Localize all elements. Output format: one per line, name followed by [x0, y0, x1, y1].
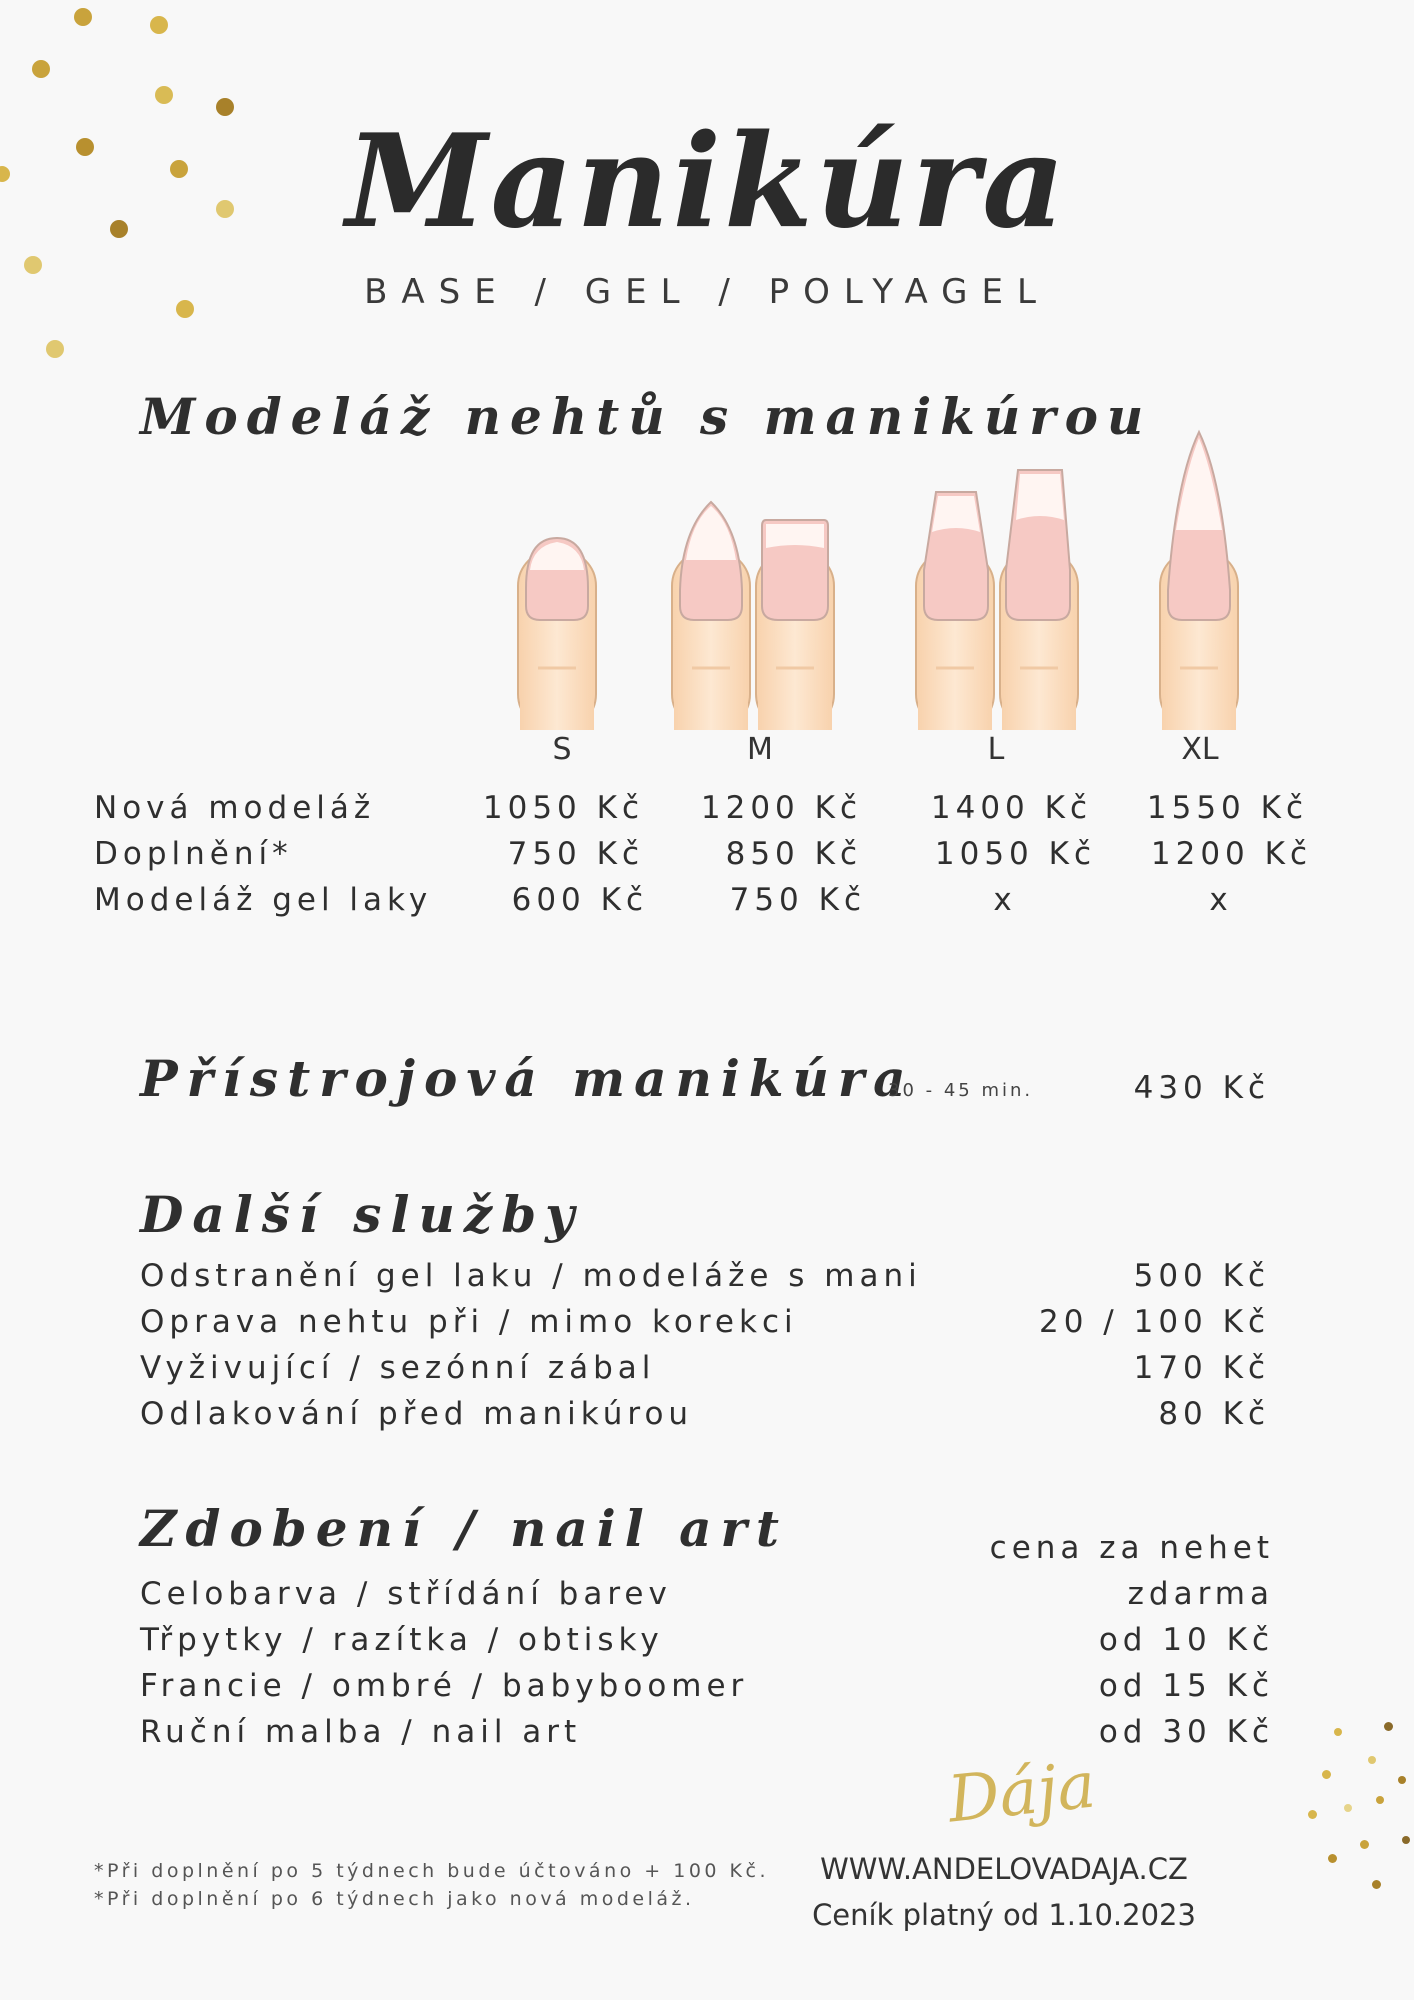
price-cell: 1050 Kč: [934, 836, 1096, 872]
gold-dot: [1384, 1722, 1393, 1731]
list-item-label: Vyživující / sezónní zábal: [140, 1350, 656, 1386]
gold-dot: [150, 16, 168, 34]
gold-dot: [1402, 1836, 1410, 1844]
gold-dot: [1344, 1804, 1352, 1812]
gold-dot: [216, 98, 234, 116]
price-list-validity: Ceník platný od 1.10.2023: [812, 1898, 1196, 1932]
gold-dot: [32, 60, 50, 78]
gold-dot: [74, 8, 92, 26]
nail-l-coffin-icon: [916, 492, 994, 730]
nail-shapes-illustration: [500, 420, 1260, 730]
nail-s-icon: [518, 538, 596, 730]
list-item-label: Ruční malba / nail art: [140, 1714, 582, 1750]
nail-m-square-icon: [756, 520, 834, 730]
price-cell: 600 Kč: [511, 882, 648, 918]
row-label-doplneni: Doplnění*: [94, 836, 293, 872]
price-cell: 750 Kč: [507, 836, 644, 872]
section-heading-modelaz: Modeláž nehtů s manikúrou: [140, 387, 1153, 446]
footnote: *Při doplnění po 6 týdnech jako nová modeláž.: [94, 1888, 695, 1910]
page-title: Manikúra: [345, 107, 1069, 257]
gold-dot: [1328, 1854, 1337, 1863]
list-item-price: 80 Kč: [1158, 1396, 1270, 1432]
gold-dot: [1372, 1880, 1381, 1889]
price-cell: 750 Kč: [729, 882, 866, 918]
list-item-label: Odlakování před manikúrou: [140, 1396, 694, 1432]
section-heading-dalsi-sluzby: Další služby: [140, 1185, 584, 1244]
pristrojova-price: 430 Kč: [1133, 1070, 1270, 1106]
list-item-label: Francie / ombré / babyboomer: [140, 1668, 749, 1704]
list-item-label: Třpytky / razítka / obtisky: [140, 1622, 664, 1658]
size-label-s: S: [552, 732, 572, 767]
gold-dot: [1334, 1728, 1342, 1736]
gold-dot: [155, 86, 173, 104]
list-item-label: Celobarva / střídání barev: [140, 1576, 672, 1612]
list-item-label: Oprava nehtu při / mimo korekci: [140, 1304, 798, 1340]
list-item-label: Odstranění gel laku / modeláže s mani: [140, 1258, 922, 1294]
page-subtitle: BASE / GEL / POLYAGEL: [364, 272, 1050, 312]
size-label-m: M: [747, 732, 773, 767]
list-item-price: od 10 Kč: [1098, 1622, 1274, 1658]
price-cell: x: [993, 882, 1017, 918]
nail-xl-stiletto-icon: [1160, 432, 1238, 730]
signature-logo: Dája: [944, 1748, 1099, 1838]
list-item-price: zdarma: [1127, 1576, 1274, 1612]
gold-dot: [1360, 1840, 1369, 1849]
price-cell: 1200 Kč: [1150, 836, 1312, 872]
gold-dot: [1308, 1810, 1317, 1819]
section-heading-pristrojova: Přístrojová manikúra: [140, 1049, 915, 1108]
price-per-nail-header: cena za nehet: [989, 1530, 1274, 1566]
gold-dot: [1398, 1776, 1406, 1784]
list-item-price: od 15 Kč: [1098, 1668, 1274, 1704]
nail-l-long-square-icon: [1000, 470, 1078, 730]
section-heading-zdobeni: Zdobení / nail art: [140, 1499, 788, 1558]
gold-dot: [1368, 1756, 1376, 1764]
price-cell: x: [1209, 882, 1233, 918]
price-cell: 1200 Kč: [700, 790, 862, 826]
list-item-price: 20 / 100 Kč: [1039, 1304, 1270, 1340]
list-item-price: 170 Kč: [1133, 1350, 1270, 1386]
gold-dot: [46, 340, 64, 358]
gold-dot: [1322, 1770, 1331, 1779]
price-cell: 1400 Kč: [930, 790, 1092, 826]
size-label-l: L: [987, 732, 1005, 767]
website-link[interactable]: WWW.ANDELOVADAJA.CZ: [820, 1852, 1188, 1886]
gold-dot: [1376, 1796, 1384, 1804]
price-cell: 1550 Kč: [1146, 790, 1308, 826]
list-item-price: 500 Kč: [1133, 1258, 1270, 1294]
row-label-nova-modelaz: Nová modeláž: [94, 790, 376, 826]
footnote: *Při doplnění po 5 týdnech bude účtováno + 100 Kč.: [94, 1860, 769, 1882]
nail-m-almond-icon: [672, 502, 750, 730]
row-label-modelaz-gel-laky: Modeláž gel laky: [94, 882, 433, 918]
size-label-xl: XL: [1181, 732, 1219, 767]
list-item-price: od 30 Kč: [1098, 1714, 1274, 1750]
duration-label: 30 - 45 min.: [888, 1080, 1034, 1101]
price-cell: 1050 Kč: [482, 790, 644, 826]
price-cell: 850 Kč: [725, 836, 862, 872]
